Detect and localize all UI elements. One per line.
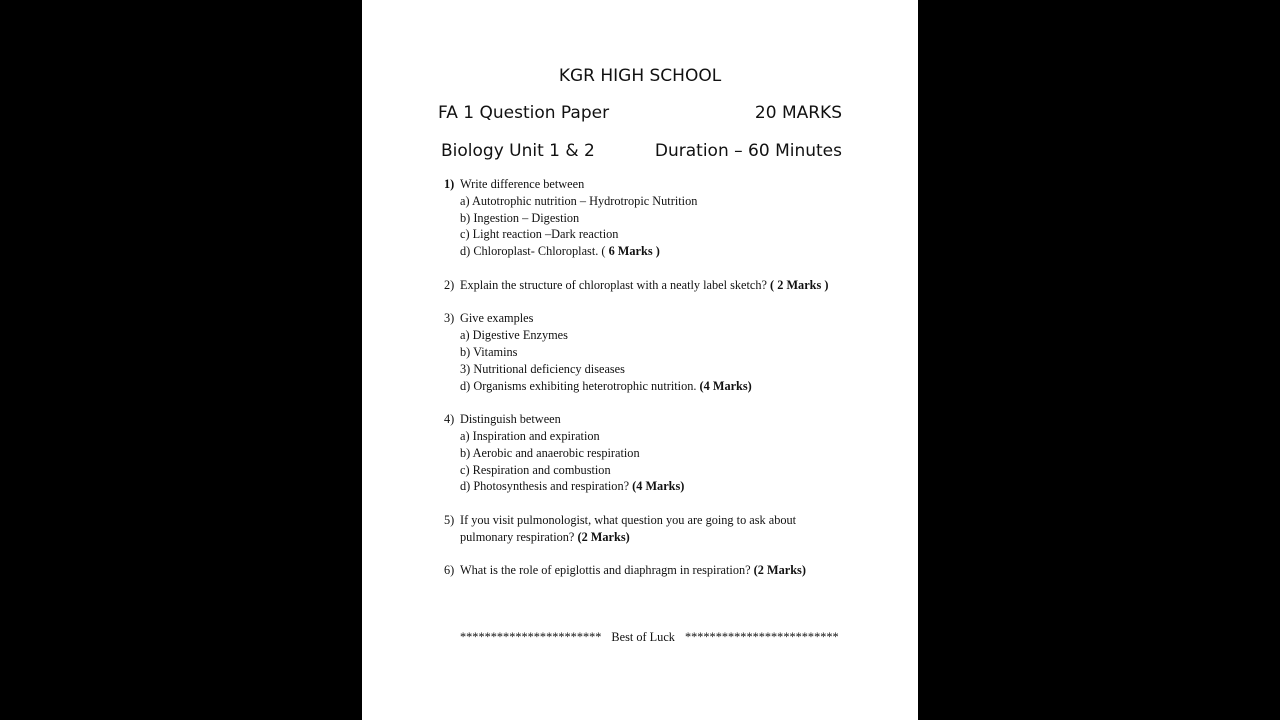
sub-item: c) Respiration and combustion xyxy=(460,462,611,477)
question-6 xyxy=(444,562,852,579)
question-text-line xyxy=(460,277,852,294)
question-3 xyxy=(444,310,852,394)
sub-item: a) Digestive Enzymes xyxy=(460,328,568,343)
question-text: What is the role of epiglottis and diaphragm in respiration? xyxy=(460,563,751,578)
question-2 xyxy=(444,277,852,294)
question-text-line xyxy=(460,562,852,579)
duration: Duration – 60 Minutes xyxy=(654,141,842,161)
question-number: 5) xyxy=(444,512,455,527)
question-text: Explain the structure of chloroplast with a neatly label sketch? xyxy=(460,277,767,292)
paper-title: FA 1 Question Paper xyxy=(438,103,610,123)
question-text-line xyxy=(460,529,852,546)
question-text: Give examples xyxy=(460,311,534,326)
sub-item-text: d) Photosynthesis and respiration? xyxy=(460,479,630,494)
school-name: KGR HIGH SCHOOL xyxy=(558,66,722,86)
sub-item: b) Ingestion – Digestion xyxy=(460,210,580,225)
question-list xyxy=(444,176,852,596)
question-4 xyxy=(444,411,852,495)
question-text: If you visit pulmonologist, what question you are going to ask about xyxy=(460,512,797,527)
question-number: 4) xyxy=(444,412,455,427)
marks-label: (4 Marks) xyxy=(629,479,685,494)
question-paper-page xyxy=(362,0,918,720)
sub-item: b) Aerobic and anaerobic respiration xyxy=(460,445,640,460)
total-marks: 20 MARKS xyxy=(754,103,842,123)
marks-label: (4 Marks) xyxy=(696,378,752,393)
question-text: pulmonary respiration? xyxy=(460,529,575,544)
sub-item: b) Vitamins xyxy=(460,344,518,359)
sub-item xyxy=(460,243,852,260)
stars-right: ************************* xyxy=(684,630,839,644)
sub-item: c) Light reaction –Dark reaction xyxy=(460,227,619,242)
marks-label: (2 Marks) xyxy=(750,563,806,578)
marks-label: (2 Marks) xyxy=(574,529,630,544)
sub-item: 3) Nutritional deficiency diseases xyxy=(460,361,625,376)
subject: Biology Unit 1 & 2 xyxy=(441,141,595,161)
marks-label: 6 Marks ) xyxy=(605,244,660,259)
footer xyxy=(460,630,839,645)
question-text: Write difference between xyxy=(460,177,585,191)
question-number: 2) xyxy=(444,277,455,292)
sub-item xyxy=(460,378,852,395)
sub-item xyxy=(460,478,852,495)
marks-label: ( 2 Marks ) xyxy=(766,277,829,292)
question-text: Distinguish between xyxy=(460,412,561,427)
sub-item-text: d) Chloroplast- Chloroplast. ( xyxy=(460,244,606,259)
best-of-luck: Best of Luck xyxy=(611,630,675,644)
stars-left: *********************** xyxy=(460,630,602,644)
question-5 xyxy=(444,512,852,546)
sub-item: a) Autotrophic nutrition – Hydrotropic Nutrition xyxy=(460,193,698,208)
question-number: 6) xyxy=(444,563,455,578)
question-number: 1) xyxy=(444,177,455,191)
question-number: 3) xyxy=(444,311,455,326)
sub-item: a) Inspiration and expiration xyxy=(460,428,600,443)
question-1 xyxy=(444,176,852,260)
sub-item-text: d) Organisms exhibiting heterotrophic nutrition. xyxy=(460,378,697,393)
